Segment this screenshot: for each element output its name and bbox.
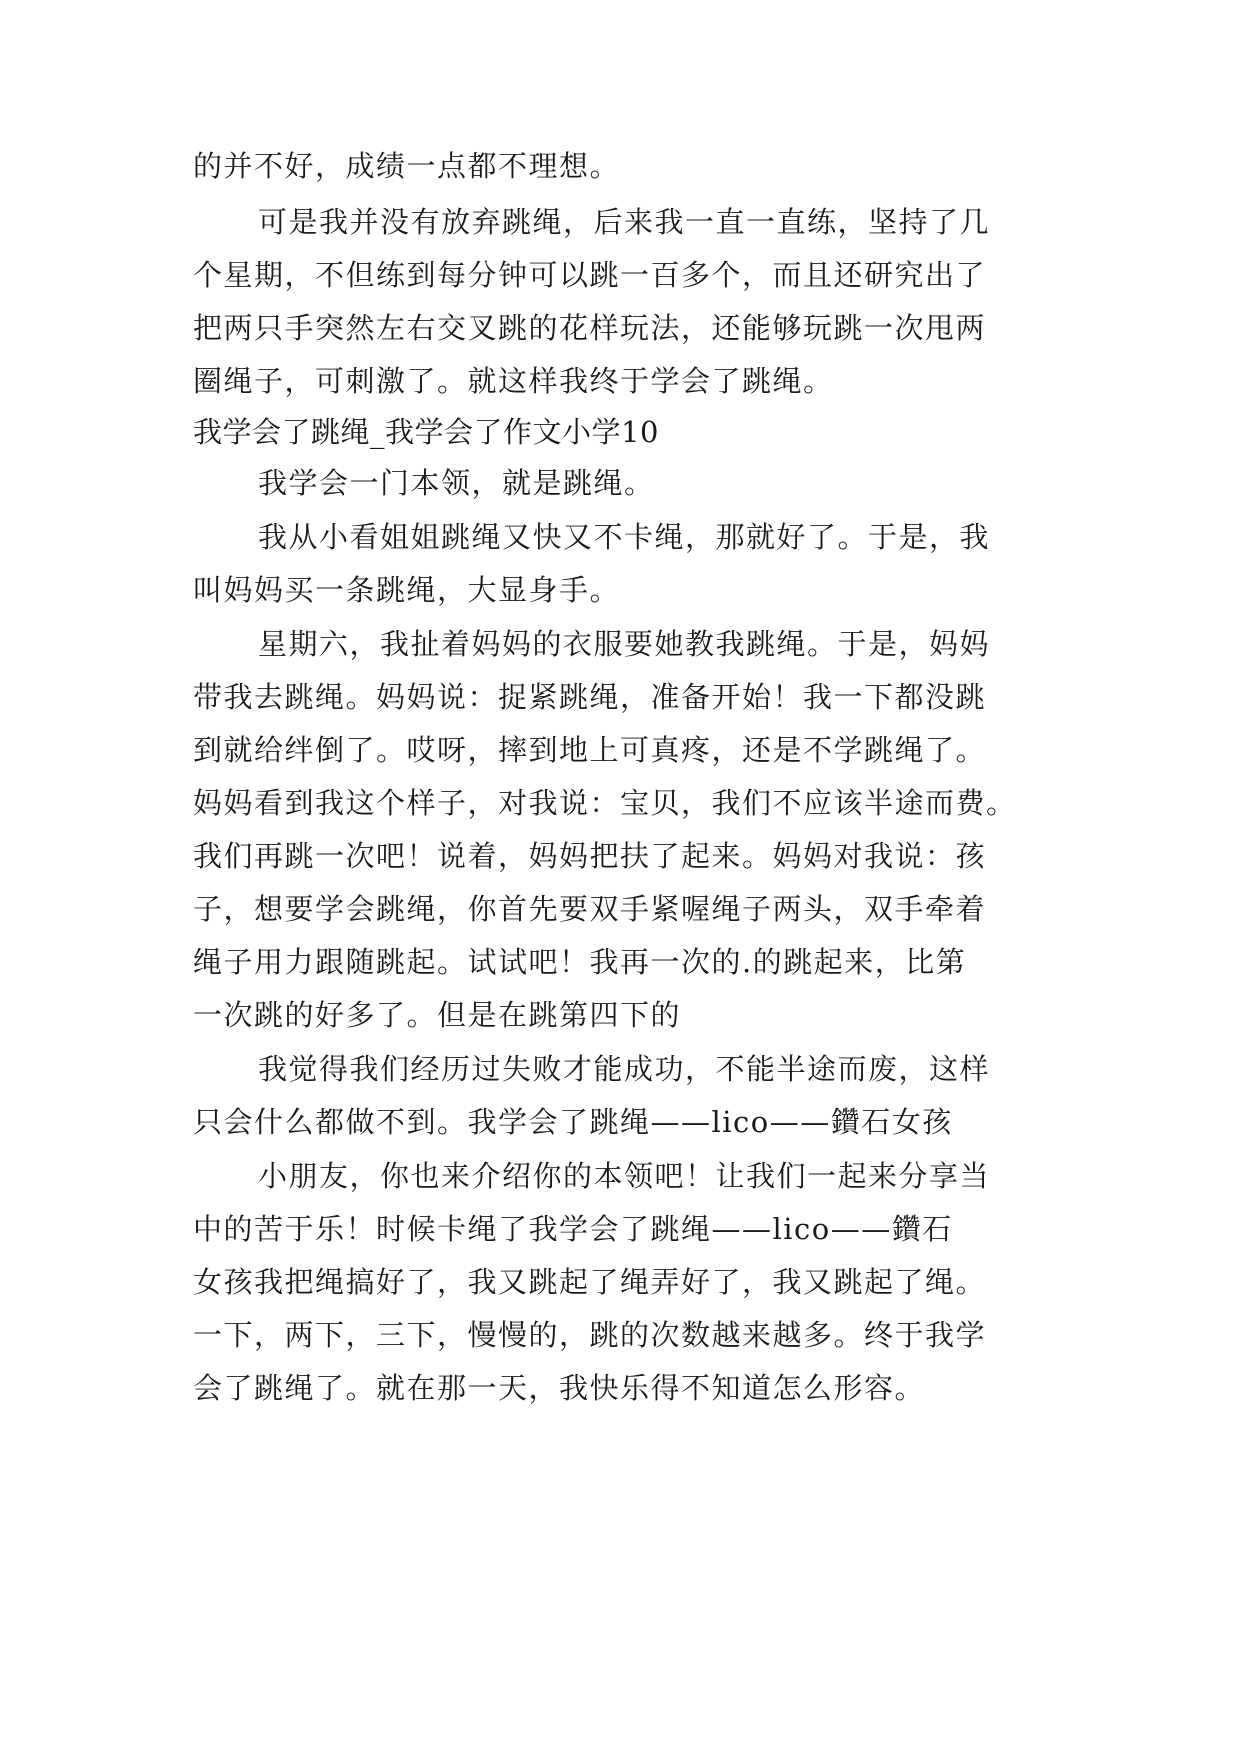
paragraph-line: 我从小看姐姐跳绳又快又不卡绳，那就好了。于是，我 (258, 520, 991, 554)
paragraph-line: 会了跳绳了。就在那一天，我快乐得不知道怎么形容。 (193, 1371, 926, 1405)
paragraph-line: 小朋友，你也来介绍你的本领吧！让我们一起来分享当 (258, 1159, 991, 1193)
paragraph-line: 子，想要学会跳绳，你首先要双手紧喔绳子两头，双手牵着 (193, 892, 987, 926)
paragraph-line: 绳子用力跟随跳起。试试吧！我再一次的.的跳起来，比第 (193, 945, 967, 979)
paragraph-line: 带我去跳绳。妈妈说：捉紧跳绳，准备开始！我一下都没跳 (193, 680, 987, 714)
paragraph-line: 个星期，不但练到每分钟可以跳一百多个，而且还研究出了 (193, 258, 987, 292)
section-heading: 我学会了跳绳_我学会了作文小学10 (193, 415, 659, 449)
paragraph-line: 的并不好，成绩一点都不理想。 (193, 149, 621, 183)
paragraph-line: 一次跳的好多了。但是在跳第四下的 (193, 998, 682, 1032)
paragraph-line: 我学会一门本领，就是跳绳。 (258, 466, 655, 500)
paragraph-line: 星期六，我扯着妈妈的衣服要她教我跳绳。于是，妈妈 (258, 627, 991, 661)
paragraph-line: 我觉得我们经历过失败才能成功，不能半途而废，这样 (258, 1052, 991, 1086)
paragraph-line: 我们再跳一次吧！说着，妈妈把扶了起来。妈妈对我说：孩 (193, 839, 987, 873)
paragraph-line: 中的苦于乐！时候卡绳了我学会了跳绳——lico——鑽石 (193, 1212, 953, 1246)
paragraph-line: 叫妈妈买一条跳绳，大显身手。 (193, 573, 621, 607)
paragraph-line: 一下，两下，三下，慢慢的，跳的次数越来越多。终于我学 (193, 1318, 987, 1352)
paragraph-line: 可是我并没有放弃跳绳，后来我一直一直练，坚持了几 (258, 205, 991, 239)
paragraph-line: 妈妈看到我这个样子，对我说：宝贝，我们不应该半途而费。 (193, 786, 1017, 820)
paragraph-line: 到就给绊倒了。哎呀，摔到地上可真疼，还是不学跳绳了。 (193, 733, 987, 767)
paragraph-line: 把两只手突然左右交叉跳的花样玩法，还能够玩跳一次甩两 (193, 311, 987, 345)
paragraph-line: 女孩我把绳搞好了，我又跳起了绳弄好了，我又跳起了绳。 (193, 1265, 987, 1299)
paragraph-line: 只会什么都做不到。我学会了跳绳——lico——鑽石女孩 (193, 1105, 953, 1139)
paragraph-line: 圈绳子，可刺激了。就这样我终于学会了跳绳。 (193, 364, 834, 398)
